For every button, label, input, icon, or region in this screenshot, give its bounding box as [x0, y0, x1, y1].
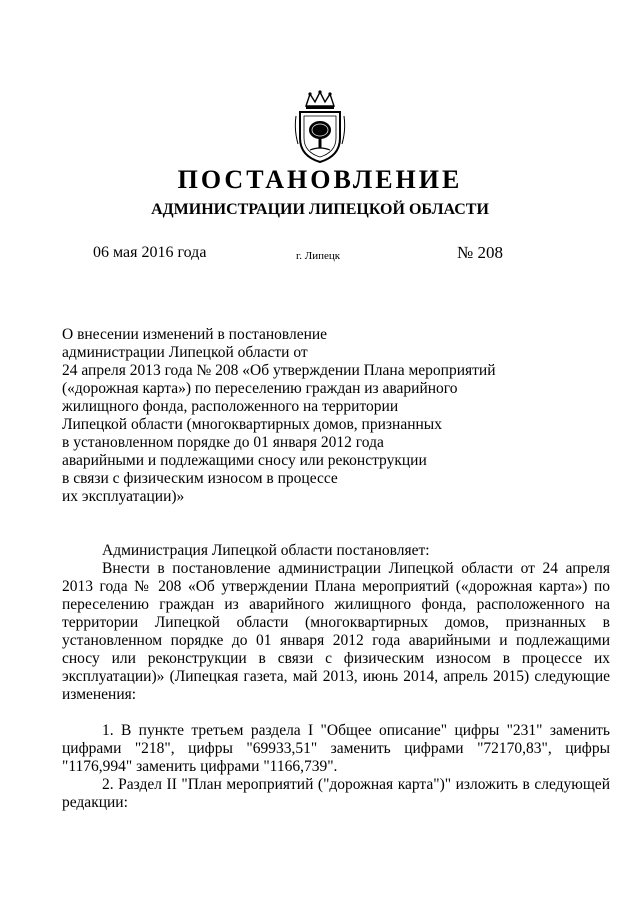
- caption-line: аварийными и подлежащими сносу или реконструкции: [62, 452, 427, 469]
- document-title: ПОСТАНОВЛЕНИЕ: [177, 165, 463, 194]
- document-subtitle: АДМИНИСТРАЦИИ ЛИПЕЦКОЙ ОБЛАСТИ: [151, 201, 489, 218]
- caption-line: в установленном порядке до 01 января 2012 года: [62, 434, 384, 451]
- caption-line: О внесении изменений в постановление: [62, 326, 328, 343]
- item-2-paragraph: 2. Раздел II "План мероприятий ("дорожная карта")" изложить в следующей редакции:: [62, 776, 610, 811]
- main-paragraph: Внести в постановление администрации Липецкой области от 24 апреля 2013 года № 208 «Об утверждении Плана мероприятий («дорожная карта») по переселению граждан из аварийного жилищного фонда, расположенного на территории Липецкой области (многоквартирных домов, признанных в установленном порядке до 01 января 2012 года аварийными и подлежащими сносу или реконструкции в связи с физическим износом в процессе их эксплуатации)» (Липецкая газета, май 2013, июнь 2014, апрель 2015) следующие изменения:: [62, 560, 610, 703]
- coat-of-arms-emblem: [292, 90, 348, 164]
- preamble-paragraph: Администрация Липецкой области постановляет:: [102, 542, 430, 559]
- document-place: г. Липецк: [296, 250, 341, 262]
- document-number: № 208: [457, 243, 503, 262]
- caption-line: («дорожная карта») по переселению граждан из аварийного: [62, 380, 458, 397]
- caption-line: в связи с физическим износом в процессе: [62, 470, 338, 487]
- document-caption: [62, 326, 496, 506]
- document-body: [62, 542, 610, 812]
- caption-line: 24 апреля 2013 года № 208 «Об утверждении Плана мероприятий: [62, 362, 496, 379]
- caption-line: администрации Липецкой области от: [62, 344, 308, 361]
- document-date: 06 мая 2016 года: [93, 244, 207, 261]
- caption-line: их эксплуатации)»: [62, 488, 185, 505]
- caption-line: жилищного фонда, расположенного на территории: [62, 398, 399, 415]
- item-1-paragraph: 1. В пункте третьем раздела I "Общее описание" цифры "231" заменить цифрами "218", цифры "69933,51" заменить цифрами "72170,83", цифры "1176,994" заменить цифрами "1166,739".: [62, 722, 610, 775]
- caption-line: Липецкой области (многоквартирных домов, признанных: [62, 416, 442, 433]
